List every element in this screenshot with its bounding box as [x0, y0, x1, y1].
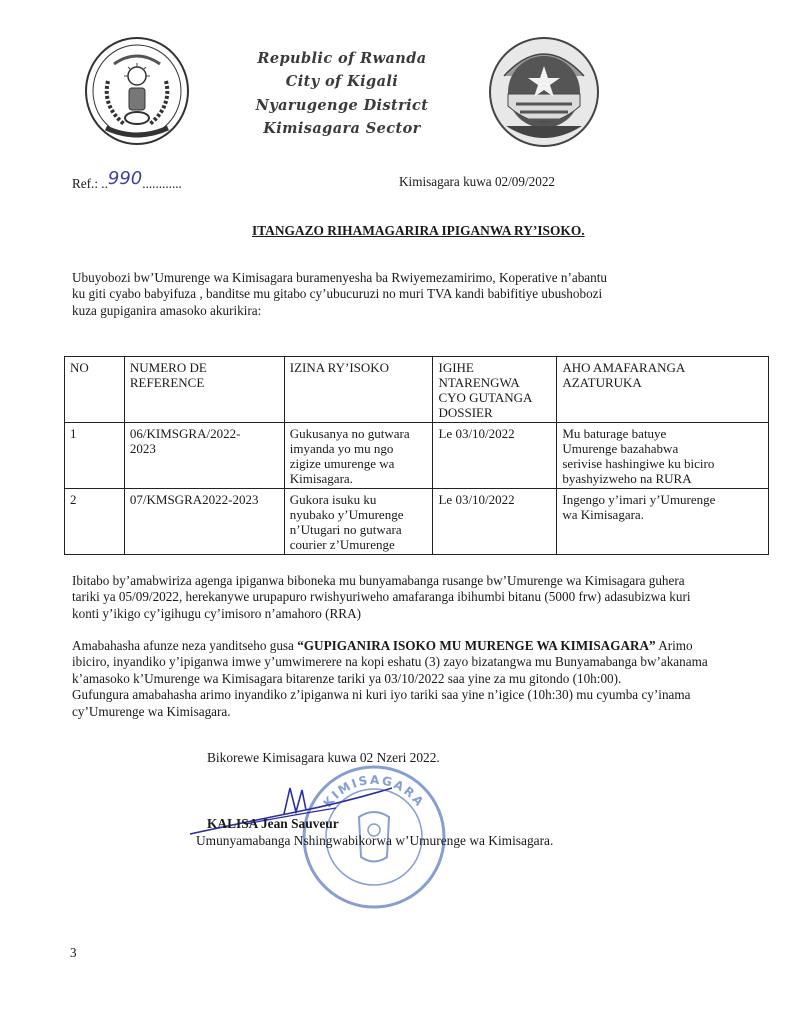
header-cell: IGIHE NTARENGWA CYO GUTANGA DOSSIER — [433, 357, 557, 423]
table-cell: Le 03/10/2022 — [433, 489, 557, 555]
table-row — [65, 423, 769, 489]
table-cell: 07/KMSGRA2022-2023 — [124, 489, 284, 555]
page-title: ITANGAZO RIHAMAGARIRA IPIGANWA RY’ISOKO. — [252, 223, 585, 238]
kigali-city-logo — [486, 34, 602, 150]
header-line-1: Republic of Rwanda — [257, 50, 427, 67]
submission-paragraph: Amabahasha afunze neza yanditseho gusa “GUPIGANIRA ISOKO MU MURENGE WA KIMISAGARA” Arimo ibiciro, inyandiko y’ipiganwa imwe y’umwimerere na kopi eshatu (3) zayo bizatangwa mu Bunyamabanga bw’akanama k’amasoko k’Umurenge wa Kimisagara bitarenze tariki ya 03/10/2022 saa yine za mu gitondo (10h:00). Gufungura amabahasha arimo inyandiko z’ipiganwa ni kuri iyo tariki saa yine n’igice (10h:30) mu cyumba cy’inama cy’Umurenge wa Kimisagara. — [72, 638, 708, 719]
table-header-row — [65, 357, 769, 423]
signer-name: KALISA Jean Sauveur — [207, 816, 339, 831]
signoff-line: Bikorewe Kimisagara kuwa 02 Nzeri 2022. — [207, 750, 440, 765]
table-row — [65, 489, 769, 555]
table-cell: Le 03/10/2022 — [433, 423, 557, 489]
documents-paragraph: Ibitabo by’amabwiriza agenga ipiganwa biboneka mu bunyamabanga rusange bw’Umurenge wa Kimisagara guhera tariki ya 05/09/2022, herekanywe urupapuro rwishyuriweho amafaranga ibihumbi bitanu (5000 frw) adasubizwa kuri konti y’ikigo cy’igihugu cy’imisoro n’amahoro (RRA) — [72, 573, 691, 621]
header-line-4: Kimisagara Sector — [263, 120, 421, 137]
stamp-text: KIMISAGARA — [320, 772, 428, 811]
ref-label: Ref.: ..990............ — [72, 168, 182, 191]
header-line-3: Nyarugenge District — [255, 97, 429, 114]
place-date: Kimisagara kuwa 02/09/2022 — [399, 174, 556, 189]
ref-number: 990 — [107, 168, 143, 189]
header-line-2: City of Kigali — [285, 73, 399, 90]
table-cell: Gukusanya no gutwara imyanda yo mu ngo zigize umurenge wa Kimisagara. — [284, 423, 433, 489]
table-cell: 1 — [65, 423, 125, 489]
table-cell: Mu baturage batuye Umurenge bazahabwa serivise hashingiwe ku biciro byashyizweho na RURA — [557, 423, 769, 489]
page-number: 3 — [70, 945, 77, 960]
table-cell: Gukora isuku ku nyubako y’Umurenge n’Utugari no gutwara courier z’Umurenge — [284, 489, 433, 555]
header-cell: IZINA RY’ISOKO — [284, 357, 433, 423]
intro-paragraph: Ubuyobozi bw’Umurenge wa Kimisagara buramenyesha ba Rwiyemezamirimo, Koperative n’abantu ku giti cyabo babyifuza , banditse mu gitabo cy’ubucuruzi no muri TVA kandi babifitiye ubushobozi kuza gupiganira amasoko akurikira: — [72, 270, 608, 318]
table-cell: 2 — [65, 489, 125, 555]
table-cell: 06/KIMSGRA/2022- 2023 — [124, 423, 284, 489]
header-cell: AHO AMAFARANGA AZATURUKA — [557, 357, 769, 423]
table-cell: Ingengo y’imari y’Umurenge wa Kimisagara. — [557, 489, 769, 555]
header-cell: NO — [65, 357, 125, 423]
header-cell: NUMERO DE REFERENCE — [124, 357, 284, 423]
signer-title: Umunyamabanga Nshingwabikorwa w’Umurenge wa Kimisagara. — [196, 833, 554, 848]
rwanda-seal-logo — [84, 36, 190, 146]
tender-table — [64, 356, 769, 555]
